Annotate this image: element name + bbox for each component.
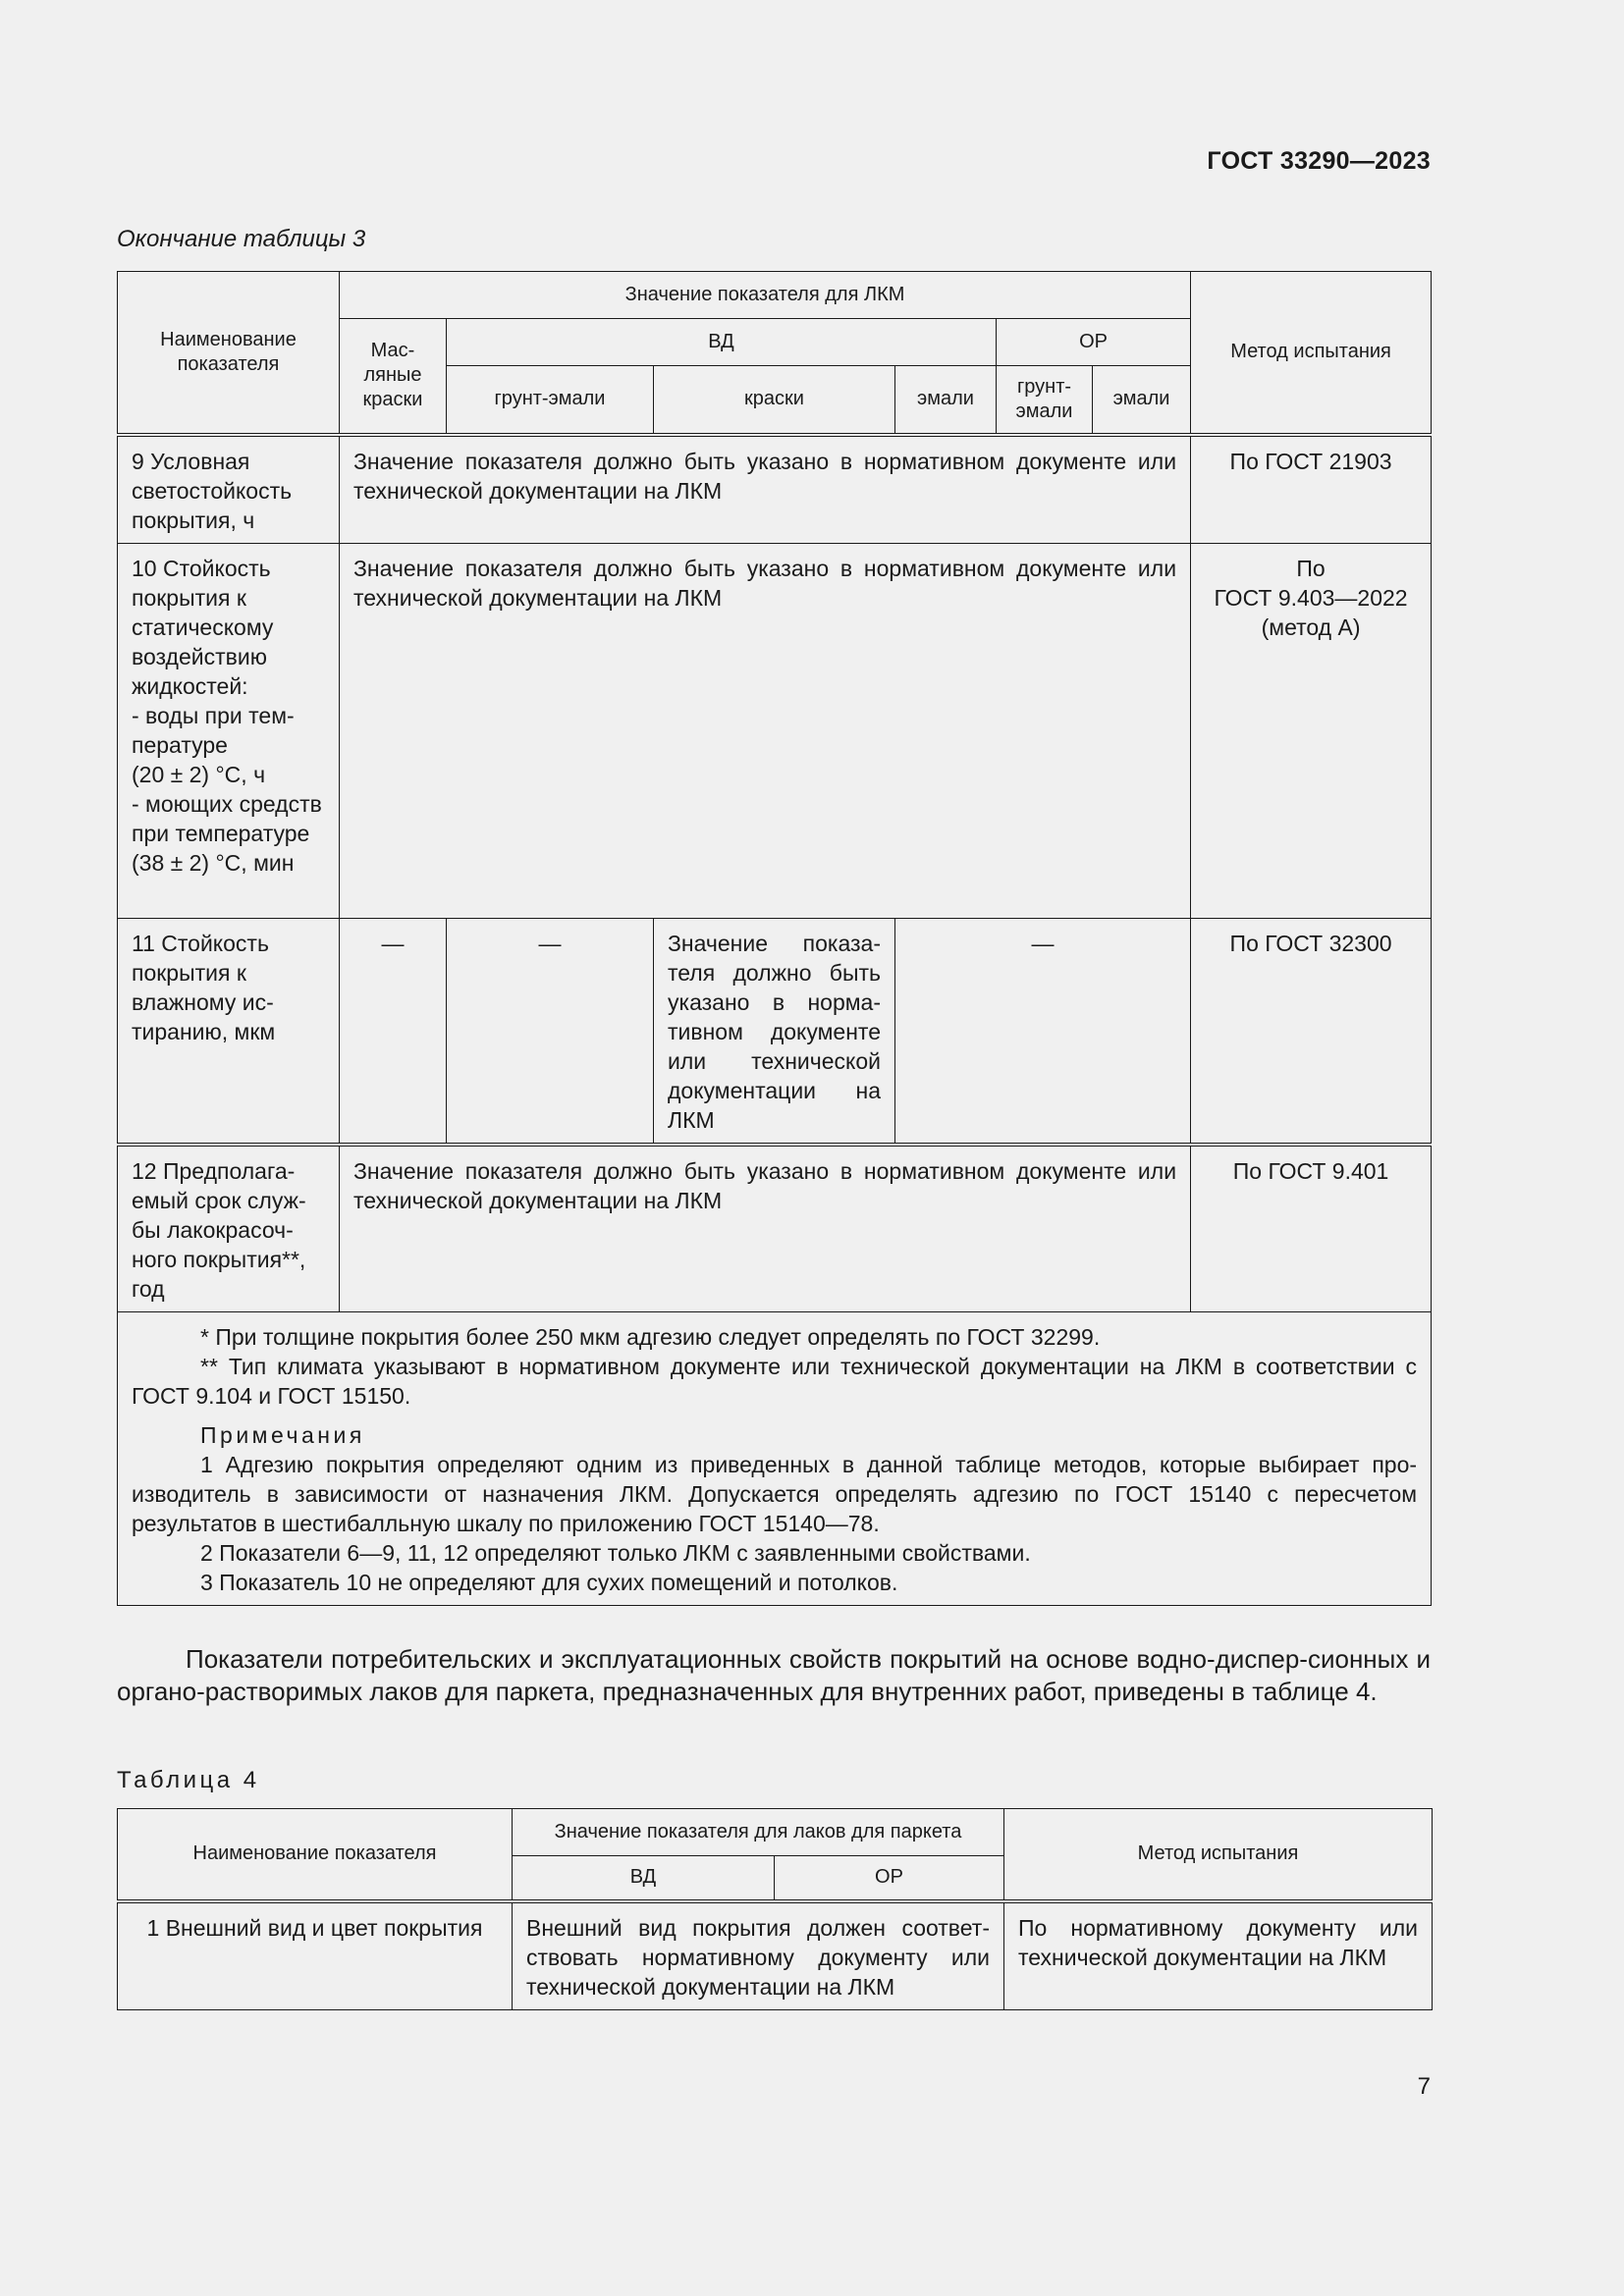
t4-header-vd: ВД — [513, 1856, 775, 1901]
row10-value: Значение показателя должно быть указано в нормативном документе или технической документации на ЛКМ — [340, 543, 1191, 918]
table3-notes — [118, 1311, 1432, 1605]
row9-name: 9 Условная светостойкость покрытия, ч — [118, 435, 340, 544]
row11-rest: — — [895, 918, 1191, 1145]
body-paragraph — [117, 1643, 1431, 1708]
row12-method: По ГОСТ 9.401 — [1191, 1145, 1432, 1312]
table-row — [118, 435, 1432, 544]
header-vd-paints: краски — [654, 366, 895, 435]
notes-title: Примечания — [200, 1421, 365, 1448]
header-or: ОР — [997, 319, 1191, 366]
header-value-group: Значение показателя для ЛКМ — [340, 272, 1191, 319]
row11-vd-primer: — — [447, 918, 654, 1145]
note-2: 2 Показатели 6—9, 11, 12 определяют только ЛКМ с заявленными свойствами. — [200, 1539, 1031, 1566]
t4-row1-method: По нормативному документу или технической документации на ЛКМ — [1004, 1901, 1433, 2010]
footnote-2: ** Тип климата указывают в нормативном документе или технической документации на ЛКМ в соответствии с ГОСТ 9.104 и ГОСТ 15150. — [132, 1353, 1418, 1409]
header-vd-primer-enamels: грунт-эмали — [447, 366, 654, 435]
note-1: 1 Адгезию покрытия определяют одним из приведенных в данной таблице методов, которые выбирает про-изводитель в зависимости от назначения ЛКМ. Допускается определять адгезию по ГОСТ 15140 с пересчетом результатов в шестибалльную шкалу по приложению ГОСТ 15140—78. — [132, 1451, 1418, 1536]
table-row — [118, 1145, 1432, 1312]
table-notes-row — [118, 1311, 1432, 1605]
row12-name: 12 Предполага-емый срок служ-бы лакокрасоч-ного покрытия**, год — [118, 1145, 340, 1312]
document-code: ГОСТ 33290—2023 — [1207, 147, 1431, 175]
row10-name: 10 Стойкость покрытия к статическому воздействию жидкостей: - воды при тем-пературе (20 ± 2) °С, ч - моющих средств при температуре (38 ± 2) °С, мин — [118, 543, 340, 918]
header-vd: ВД — [447, 319, 997, 366]
table4-caption: Таблица 4 — [117, 1767, 260, 1793]
t4-header-method: Метод испытания — [1004, 1809, 1433, 1901]
header-oil-paints-label: Мас-ляные краски — [362, 340, 423, 411]
row11-method: По ГОСТ 32300 — [1191, 918, 1432, 1145]
row11-name: 11 Стойкость покрытия к влажному ис-тиранию, мкм — [118, 918, 340, 1145]
row12-value: Значение показателя должно быть указано в нормативном документе или технической документации на ЛКМ — [340, 1145, 1191, 1312]
table-row — [118, 1901, 1433, 2010]
table-4 — [117, 1808, 1433, 2010]
t4-row1-value: Внешний вид покрытия должен соответ-ствовать нормативному документу или технической документации на ЛКМ — [513, 1901, 1004, 2010]
row11-oil: — — [340, 918, 447, 1145]
footnote-1: * При толщине покрытия более 250 мкм адгезию следует определять по ГОСТ 32299. — [200, 1323, 1101, 1350]
row9-value: Значение показателя должно быть указано в нормативном документе или технической документации на ЛКМ — [340, 435, 1191, 544]
header-method: Метод испытания — [1191, 272, 1432, 435]
table-row — [118, 543, 1432, 918]
t4-header-or: ОР — [775, 1856, 1004, 1901]
t4-row1-name: 1 Внешний вид и цвет покрытия — [118, 1901, 513, 2010]
header-or-primer-enamels-label: грунт-эмали — [1015, 375, 1073, 422]
header-or-enamels: эмали — [1093, 366, 1191, 435]
note-3: 3 Показатель 10 не определяют для сухих помещений и потолков. — [200, 1569, 898, 1595]
table-3 — [117, 271, 1432, 1606]
page-number: 7 — [1417, 2073, 1431, 2100]
table-row — [118, 918, 1432, 1145]
table3-caption: Окончание таблицы 3 — [117, 226, 366, 252]
paragraph-text: Показатели потребительских и эксплуатационных свойств покрытий на основе водно-диспер-сионных и органо-растворимых лаков для паркета, предназначенных для внутренних работ, приведены в таблице 4. — [117, 1644, 1431, 1706]
header-oil-paints — [340, 319, 447, 435]
t4-header-indicator-name: Наименование показателя — [118, 1809, 513, 1901]
row9-method: По ГОСТ 21903 — [1191, 435, 1432, 544]
header-vd-enamels: эмали — [895, 366, 997, 435]
t4-header-value-group: Значение показателя для лаков для паркета — [513, 1809, 1004, 1856]
row10-method: По ГОСТ 9.403—2022 (метод А) — [1191, 543, 1432, 918]
row11-vd-paints: Значение показа-теля должно быть указано в норма-тивном документе или технической документации на ЛКМ — [654, 918, 895, 1145]
header-indicator-name: Наименование показателя — [118, 272, 340, 435]
header-or-primer-enamels — [997, 366, 1093, 435]
